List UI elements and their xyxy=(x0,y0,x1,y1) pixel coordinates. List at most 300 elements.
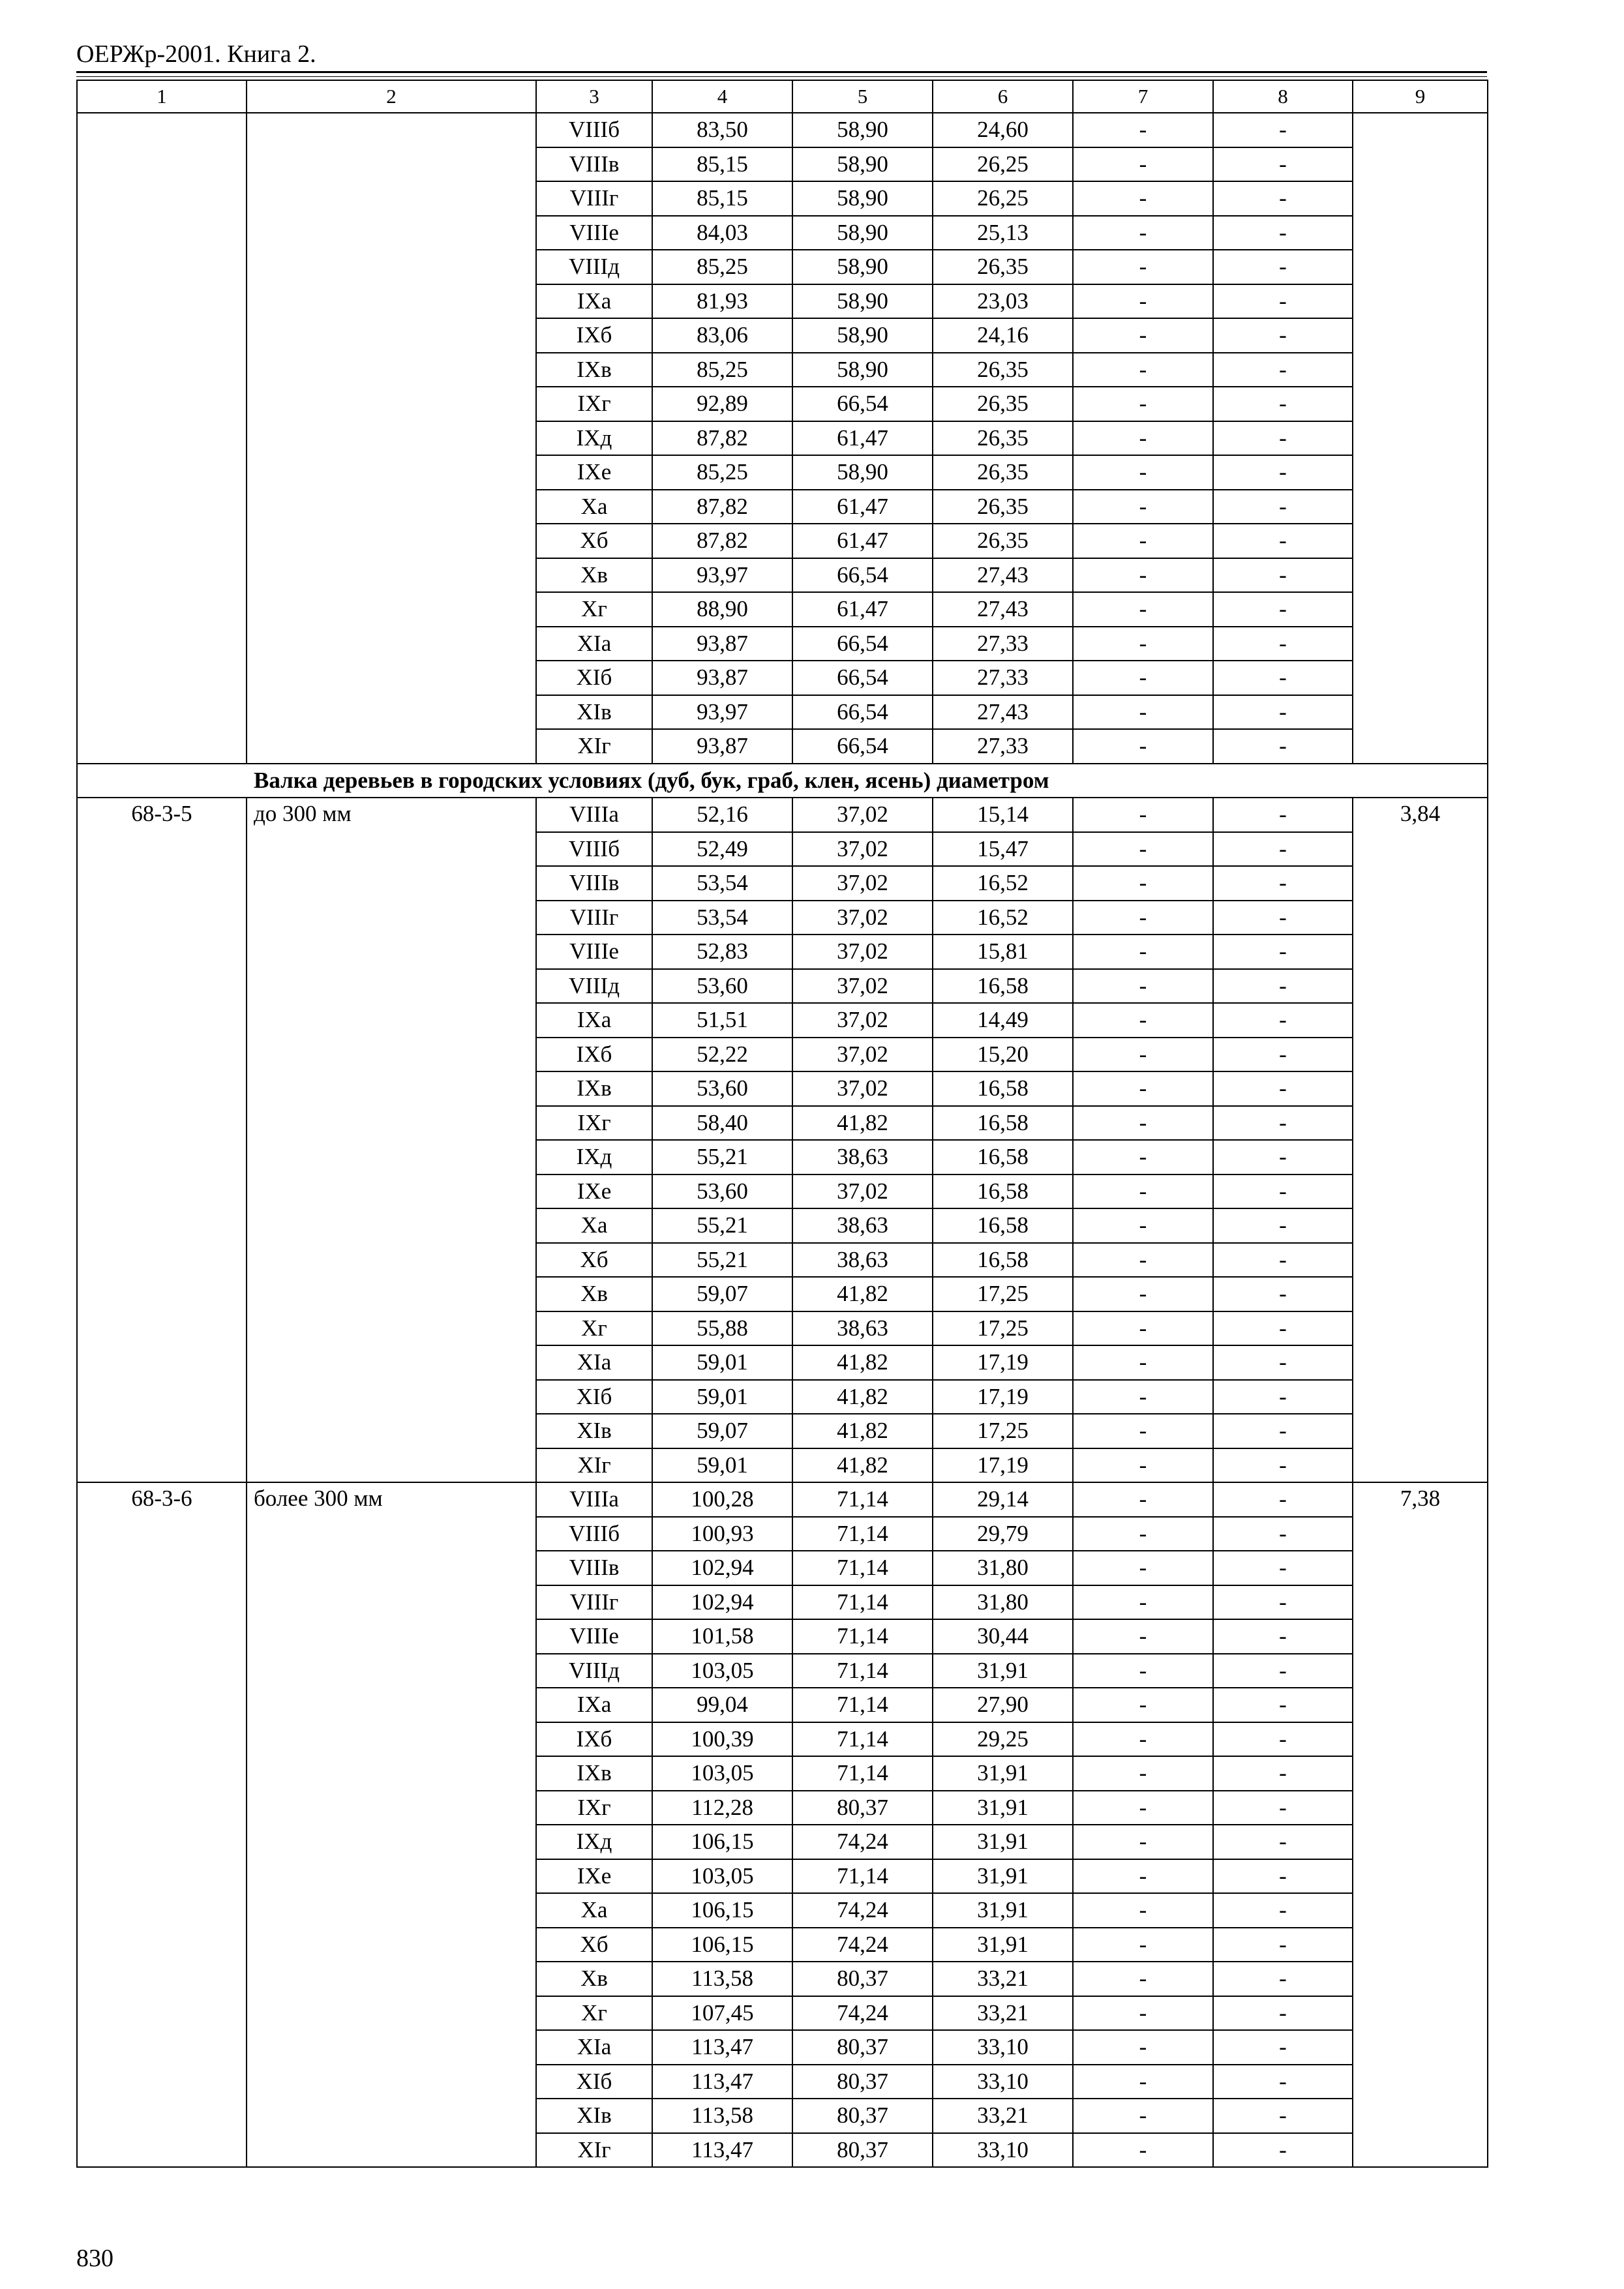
category: IXа xyxy=(536,1003,652,1038)
col8-value: - xyxy=(1213,592,1353,627)
category: IXа xyxy=(536,284,652,319)
col8-value: - xyxy=(1213,524,1353,558)
col8-value: - xyxy=(1213,1585,1353,1620)
labor-cost: 37,02 xyxy=(792,866,933,901)
labor-cost: 71,14 xyxy=(792,1517,933,1551)
col8-value: - xyxy=(1213,387,1353,421)
column-number: 8 xyxy=(1213,80,1353,113)
machine-cost: 14,49 xyxy=(933,1003,1073,1038)
machine-cost: 26,35 xyxy=(933,421,1073,456)
col7-value: - xyxy=(1073,1585,1213,1620)
column-number: 5 xyxy=(792,80,933,113)
labor-cost: 58,90 xyxy=(792,318,933,353)
col7-value: - xyxy=(1073,1311,1213,1346)
machine-cost: 27,43 xyxy=(933,592,1073,627)
labor-cost: 71,14 xyxy=(792,1619,933,1654)
total-cost: 113,47 xyxy=(652,2030,792,2065)
col8-value: - xyxy=(1213,2099,1353,2133)
total-cost: 103,05 xyxy=(652,1756,792,1791)
labor-cost: 37,02 xyxy=(792,832,933,867)
category: IXб xyxy=(536,1722,652,1757)
total-cost: 52,22 xyxy=(652,1038,792,1072)
category: IXе xyxy=(536,1174,652,1209)
category: Xа xyxy=(536,1893,652,1928)
col8-value: - xyxy=(1213,1688,1353,1722)
category: XIв xyxy=(536,695,652,730)
col7-value: - xyxy=(1073,421,1213,456)
category: IXб xyxy=(536,318,652,353)
header-rule-thin xyxy=(76,76,1487,77)
col8-value: - xyxy=(1213,1756,1353,1791)
col7-value: - xyxy=(1073,387,1213,421)
labor-hours: 7,38 xyxy=(1353,1482,1488,2167)
labor-cost: 74,24 xyxy=(792,1893,933,1928)
category: IXг xyxy=(536,1106,652,1141)
col7-value: - xyxy=(1073,1414,1213,1448)
labor-cost: 74,24 xyxy=(792,1825,933,1859)
machine-cost: 16,58 xyxy=(933,1174,1073,1209)
col8-value: - xyxy=(1213,2133,1353,2168)
col8-value: - xyxy=(1213,1722,1353,1757)
labor-cost: 71,14 xyxy=(792,1756,933,1791)
table-row xyxy=(77,798,1488,832)
category: Xб xyxy=(536,1243,652,1278)
total-cost: 102,94 xyxy=(652,1551,792,1585)
col7-value: - xyxy=(1073,1243,1213,1278)
machine-cost: 26,35 xyxy=(933,490,1073,524)
col7-value: - xyxy=(1073,729,1213,764)
total-cost: 100,93 xyxy=(652,1517,792,1551)
page-header: ОЕРЖр-2001. Книга 2. xyxy=(76,40,316,68)
labor-cost: 80,37 xyxy=(792,2030,933,2065)
labor-cost: 38,63 xyxy=(792,1311,933,1346)
col8-value: - xyxy=(1213,490,1353,524)
col8-value: - xyxy=(1213,866,1353,901)
labor-cost: 58,90 xyxy=(792,284,933,319)
col7-value: - xyxy=(1073,1893,1213,1928)
table-row xyxy=(77,113,1488,147)
labor-cost: 37,02 xyxy=(792,901,933,935)
col7-value: - xyxy=(1073,250,1213,284)
machine-cost: 16,58 xyxy=(933,1071,1073,1106)
machine-cost: 33,21 xyxy=(933,2099,1073,2133)
machine-cost: 26,35 xyxy=(933,455,1073,490)
category: IXв xyxy=(536,353,652,387)
machine-cost: 27,43 xyxy=(933,695,1073,730)
col7-value: - xyxy=(1073,524,1213,558)
total-cost: 53,60 xyxy=(652,1071,792,1106)
category: IXв xyxy=(536,1071,652,1106)
total-cost: 100,28 xyxy=(652,1482,792,1517)
col8-value: - xyxy=(1213,1345,1353,1380)
category: IXв xyxy=(536,1756,652,1791)
column-number: 4 xyxy=(652,80,792,113)
column-number: 7 xyxy=(1073,80,1213,113)
total-cost: 93,87 xyxy=(652,661,792,695)
machine-cost: 31,91 xyxy=(933,1859,1073,1894)
total-cost: 53,54 xyxy=(652,866,792,901)
col8-value: - xyxy=(1213,1038,1353,1072)
labor-cost: 37,02 xyxy=(792,1174,933,1209)
col7-value: - xyxy=(1073,592,1213,627)
category: VIIIб xyxy=(536,1517,652,1551)
category: Xв xyxy=(536,558,652,593)
total-cost: 55,21 xyxy=(652,1140,792,1174)
machine-cost: 15,14 xyxy=(933,798,1073,832)
total-cost: 83,06 xyxy=(652,318,792,353)
column-number-row xyxy=(77,80,1488,113)
col8-value: - xyxy=(1213,661,1353,695)
total-cost: 93,97 xyxy=(652,695,792,730)
total-cost: 100,39 xyxy=(652,1722,792,1757)
total-cost: 53,60 xyxy=(652,1174,792,1209)
col7-value: - xyxy=(1073,1140,1213,1174)
labor-cost: 80,37 xyxy=(792,1962,933,1996)
col8-value: - xyxy=(1213,832,1353,867)
col7-value: - xyxy=(1073,1106,1213,1141)
labor-cost: 71,14 xyxy=(792,1482,933,1517)
category: VIIIд xyxy=(536,969,652,1004)
col8-value: - xyxy=(1213,969,1353,1004)
labor-cost: 58,90 xyxy=(792,147,933,182)
labor-cost: 37,02 xyxy=(792,935,933,969)
category: VIIIа xyxy=(536,798,652,832)
col8-value: - xyxy=(1213,935,1353,969)
category: VIIIд xyxy=(536,1654,652,1688)
labor-cost: 41,82 xyxy=(792,1106,933,1141)
category: VIIIд xyxy=(536,250,652,284)
machine-cost: 17,19 xyxy=(933,1448,1073,1483)
category: Xв xyxy=(536,1962,652,1996)
col7-value: - xyxy=(1073,1345,1213,1380)
machine-cost: 29,14 xyxy=(933,1482,1073,1517)
category: IXд xyxy=(536,1140,652,1174)
col7-value: - xyxy=(1073,661,1213,695)
category: VIIIе xyxy=(536,935,652,969)
category: XIг xyxy=(536,2133,652,2168)
labor-cost: 38,63 xyxy=(792,1140,933,1174)
col8-value: - xyxy=(1213,1619,1353,1654)
col7-value: - xyxy=(1073,1654,1213,1688)
col7-value: - xyxy=(1073,2065,1213,2099)
total-cost: 113,47 xyxy=(652,2133,792,2168)
total-cost: 103,05 xyxy=(652,1859,792,1894)
col7-value: - xyxy=(1073,2030,1213,2065)
col8-value: - xyxy=(1213,901,1353,935)
col8-value: - xyxy=(1213,1928,1353,1962)
table-row xyxy=(77,1482,1488,1517)
col8-value: - xyxy=(1213,455,1353,490)
col7-value: - xyxy=(1073,1448,1213,1483)
col8-value: - xyxy=(1213,1414,1353,1448)
total-cost: 93,87 xyxy=(652,729,792,764)
col8-value: - xyxy=(1213,1551,1353,1585)
category: IXе xyxy=(536,1859,652,1894)
machine-cost: 27,90 xyxy=(933,1688,1073,1722)
machine-cost: 15,81 xyxy=(933,935,1073,969)
total-cost: 59,07 xyxy=(652,1414,792,1448)
machine-cost: 29,25 xyxy=(933,1722,1073,1757)
total-cost: 93,87 xyxy=(652,627,792,661)
labor-cost: 38,63 xyxy=(792,1208,933,1243)
machine-cost: 16,58 xyxy=(933,1243,1073,1278)
column-number: 1 xyxy=(77,80,247,113)
total-cost: 88,90 xyxy=(652,592,792,627)
total-cost: 85,15 xyxy=(652,181,792,216)
labor-cost: 61,47 xyxy=(792,524,933,558)
machine-cost: 24,60 xyxy=(933,113,1073,147)
total-cost: 87,82 xyxy=(652,524,792,558)
col8-value: - xyxy=(1213,181,1353,216)
col7-value: - xyxy=(1073,1722,1213,1757)
col7-value: - xyxy=(1073,1859,1213,1894)
column-number: 3 xyxy=(536,80,652,113)
labor-hours: 3,84 xyxy=(1353,798,1488,1482)
col8-value: - xyxy=(1213,421,1353,456)
category: IXб xyxy=(536,1038,652,1072)
col7-value: - xyxy=(1073,2099,1213,2133)
machine-cost: 17,25 xyxy=(933,1311,1073,1346)
total-cost: 113,58 xyxy=(652,2099,792,2133)
machine-cost: 26,35 xyxy=(933,250,1073,284)
machine-cost: 23,03 xyxy=(933,284,1073,319)
total-cost: 52,16 xyxy=(652,798,792,832)
total-cost: 55,21 xyxy=(652,1243,792,1278)
col8-value: - xyxy=(1213,1791,1353,1825)
machine-cost: 33,10 xyxy=(933,2030,1073,2065)
col7-value: - xyxy=(1073,627,1213,661)
machine-cost: 26,25 xyxy=(933,181,1073,216)
category: XIб xyxy=(536,661,652,695)
labor-cost: 71,14 xyxy=(792,1859,933,1894)
col7-value: - xyxy=(1073,490,1213,524)
col7-value: - xyxy=(1073,1688,1213,1722)
col8-value: - xyxy=(1213,798,1353,832)
col8-value: - xyxy=(1213,1380,1353,1414)
total-cost: 55,88 xyxy=(652,1311,792,1346)
column-number: 9 xyxy=(1353,80,1488,113)
machine-cost: 31,80 xyxy=(933,1551,1073,1585)
category: Xа xyxy=(536,490,652,524)
col8-value: - xyxy=(1213,729,1353,764)
col8-value: - xyxy=(1213,1482,1353,1517)
col7-value: - xyxy=(1073,1962,1213,1996)
machine-cost: 33,10 xyxy=(933,2133,1073,2168)
category: XIб xyxy=(536,2065,652,2099)
col7-value: - xyxy=(1073,901,1213,935)
labor-cost: 58,90 xyxy=(792,353,933,387)
machine-cost: 33,21 xyxy=(933,1996,1073,2031)
total-cost: 87,82 xyxy=(652,421,792,456)
work-description: до 300 мм xyxy=(247,798,536,1482)
category: VIIIе xyxy=(536,216,652,250)
labor-cost: 41,82 xyxy=(792,1277,933,1311)
total-cost: 81,93 xyxy=(652,284,792,319)
category: IXд xyxy=(536,421,652,456)
col7-value: - xyxy=(1073,1038,1213,1072)
labor-hours xyxy=(1353,113,1488,764)
machine-cost: 29,79 xyxy=(933,1517,1073,1551)
category: XIг xyxy=(536,729,652,764)
col8-value: - xyxy=(1213,1311,1353,1346)
labor-cost: 61,47 xyxy=(792,490,933,524)
rates-table xyxy=(76,80,1488,2168)
machine-cost: 16,58 xyxy=(933,1140,1073,1174)
labor-cost: 74,24 xyxy=(792,1996,933,2031)
total-cost: 106,15 xyxy=(652,1928,792,1962)
labor-cost: 58,90 xyxy=(792,250,933,284)
category: XIа xyxy=(536,2030,652,2065)
col8-value: - xyxy=(1213,1243,1353,1278)
total-cost: 103,05 xyxy=(652,1654,792,1688)
col8-value: - xyxy=(1213,1208,1353,1243)
total-cost: 99,04 xyxy=(652,1688,792,1722)
labor-cost: 58,90 xyxy=(792,181,933,216)
col7-value: - xyxy=(1073,1071,1213,1106)
col8-value: - xyxy=(1213,1003,1353,1038)
labor-cost: 71,14 xyxy=(792,1585,933,1620)
category: VIIIв xyxy=(536,147,652,182)
machine-cost: 31,91 xyxy=(933,1654,1073,1688)
col7-value: - xyxy=(1073,2133,1213,2168)
col8-value: - xyxy=(1213,695,1353,730)
col8-value: - xyxy=(1213,1962,1353,1996)
total-cost: 55,21 xyxy=(652,1208,792,1243)
labor-cost: 61,47 xyxy=(792,592,933,627)
category: Xа xyxy=(536,1208,652,1243)
labor-cost: 58,90 xyxy=(792,455,933,490)
category: XIб xyxy=(536,1380,652,1414)
machine-cost: 26,35 xyxy=(933,524,1073,558)
machine-cost: 16,52 xyxy=(933,866,1073,901)
col8-value: - xyxy=(1213,1996,1353,2031)
col7-value: - xyxy=(1073,558,1213,593)
rates-table-body xyxy=(77,80,1488,2167)
header-rule xyxy=(76,71,1487,73)
rate-code xyxy=(77,113,247,764)
labor-cost: 37,02 xyxy=(792,798,933,832)
machine-cost: 24,16 xyxy=(933,318,1073,353)
total-cost: 59,01 xyxy=(652,1380,792,1414)
total-cost: 113,58 xyxy=(652,1962,792,1996)
category: Xб xyxy=(536,1928,652,1962)
total-cost: 106,15 xyxy=(652,1893,792,1928)
column-number: 6 xyxy=(933,80,1073,113)
category: VIIIг xyxy=(536,1585,652,1620)
machine-cost: 31,91 xyxy=(933,1791,1073,1825)
total-cost: 106,15 xyxy=(652,1825,792,1859)
machine-cost: 30,44 xyxy=(933,1619,1073,1654)
labor-cost: 80,37 xyxy=(792,1791,933,1825)
col7-value: - xyxy=(1073,1756,1213,1791)
machine-cost: 31,80 xyxy=(933,1585,1073,1620)
total-cost: 52,49 xyxy=(652,832,792,867)
col8-value: - xyxy=(1213,1517,1353,1551)
category: VIIIа xyxy=(536,1482,652,1517)
total-cost: 84,03 xyxy=(652,216,792,250)
machine-cost: 17,19 xyxy=(933,1380,1073,1414)
rate-code: 68-3-6 xyxy=(77,1482,247,2167)
col7-value: - xyxy=(1073,216,1213,250)
col8-value: - xyxy=(1213,1893,1353,1928)
category: VIIIв xyxy=(536,1551,652,1585)
col8-value: - xyxy=(1213,627,1353,661)
col8-value: - xyxy=(1213,147,1353,182)
col7-value: - xyxy=(1073,969,1213,1004)
category: Xв xyxy=(536,1277,652,1311)
total-cost: 59,01 xyxy=(652,1448,792,1483)
machine-cost: 26,25 xyxy=(933,147,1073,182)
machine-cost: 26,35 xyxy=(933,353,1073,387)
category: IXг xyxy=(536,387,652,421)
category: XIг xyxy=(536,1448,652,1483)
col7-value: - xyxy=(1073,1517,1213,1551)
col8-value: - xyxy=(1213,558,1353,593)
labor-cost: 37,02 xyxy=(792,1038,933,1072)
machine-cost: 16,58 xyxy=(933,1106,1073,1141)
machine-cost: 17,25 xyxy=(933,1277,1073,1311)
col7-value: - xyxy=(1073,832,1213,867)
total-cost: 85,25 xyxy=(652,455,792,490)
col8-value: - xyxy=(1213,1140,1353,1174)
category: VIIIб xyxy=(536,113,652,147)
col7-value: - xyxy=(1073,798,1213,832)
labor-cost: 58,90 xyxy=(792,216,933,250)
col8-value: - xyxy=(1213,2065,1353,2099)
total-cost: 93,97 xyxy=(652,558,792,593)
labor-cost: 61,47 xyxy=(792,421,933,456)
machine-cost: 16,58 xyxy=(933,969,1073,1004)
category: IXа xyxy=(536,1688,652,1722)
total-cost: 102,94 xyxy=(652,1585,792,1620)
col7-value: - xyxy=(1073,318,1213,353)
labor-cost: 38,63 xyxy=(792,1243,933,1278)
total-cost: 53,54 xyxy=(652,901,792,935)
machine-cost: 27,33 xyxy=(933,661,1073,695)
machine-cost: 27,33 xyxy=(933,729,1073,764)
col8-value: - xyxy=(1213,1071,1353,1106)
machine-cost: 17,19 xyxy=(933,1345,1073,1380)
machine-cost: 31,91 xyxy=(933,1893,1073,1928)
col7-value: - xyxy=(1073,1380,1213,1414)
machine-cost: 31,91 xyxy=(933,1756,1073,1791)
page-number: 830 xyxy=(76,2245,113,2272)
work-description: более 300 мм xyxy=(247,1482,536,2167)
col8-value: - xyxy=(1213,1654,1353,1688)
col7-value: - xyxy=(1073,1928,1213,1962)
col7-value: - xyxy=(1073,866,1213,901)
col7-value: - xyxy=(1073,1277,1213,1311)
col7-value: - xyxy=(1073,455,1213,490)
machine-cost: 27,43 xyxy=(933,558,1073,593)
col7-value: - xyxy=(1073,284,1213,319)
labor-cost: 66,54 xyxy=(792,695,933,730)
labor-cost: 71,14 xyxy=(792,1551,933,1585)
total-cost: 107,45 xyxy=(652,1996,792,2031)
labor-cost: 66,54 xyxy=(792,627,933,661)
col7-value: - xyxy=(1073,353,1213,387)
labor-cost: 58,90 xyxy=(792,113,933,147)
total-cost: 101,58 xyxy=(652,1619,792,1654)
col8-value: - xyxy=(1213,1174,1353,1209)
col8-value: - xyxy=(1213,1448,1353,1483)
work-description xyxy=(247,113,536,764)
labor-cost: 71,14 xyxy=(792,1722,933,1757)
col8-value: - xyxy=(1213,1859,1353,1894)
labor-cost: 41,82 xyxy=(792,1380,933,1414)
labor-cost: 66,54 xyxy=(792,729,933,764)
labor-cost: 66,54 xyxy=(792,387,933,421)
